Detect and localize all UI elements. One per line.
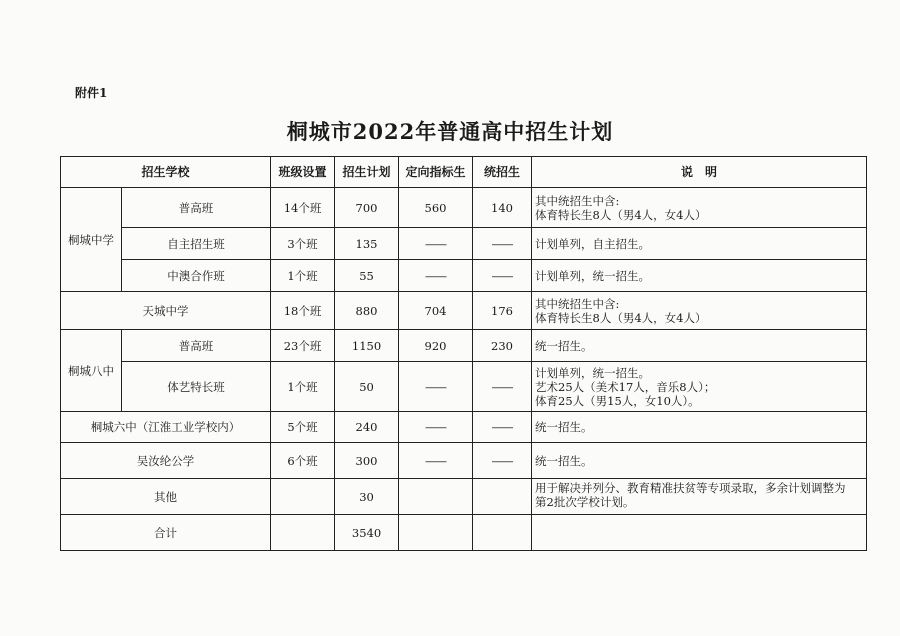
directed-count: 920 <box>399 330 473 362</box>
class-count <box>271 515 335 551</box>
directed-count: 560 <box>399 188 473 228</box>
class-count: 1个班 <box>271 362 335 412</box>
class-type: 自主招生班 <box>122 228 271 260</box>
school-name: 桐城六中（江淮工业学校内） <box>61 412 271 443</box>
header-classes: 班级设置 <box>271 157 335 188</box>
school-name: 桐城中学 <box>61 188 122 292</box>
plan-count: 50 <box>335 362 399 412</box>
class-count: 5个班 <box>271 412 335 443</box>
table-row <box>61 479 867 515</box>
note-line: 计划单列，自主招生。 <box>535 236 651 251</box>
class-count: 23个班 <box>271 330 335 362</box>
note-line: 其中统招生中含: <box>535 296 620 311</box>
class-count: 1个班 <box>271 260 335 292</box>
header-school: 招生学校 <box>61 157 271 188</box>
directed-count <box>399 515 473 551</box>
directed-count: —— <box>399 362 473 412</box>
attachment-label: 附件1 <box>75 86 108 100</box>
note-line: 统一招生。 <box>535 338 593 353</box>
plan-count: 300 <box>335 443 399 479</box>
table-row <box>61 412 867 443</box>
directed-count: —— <box>399 412 473 443</box>
class-type: 普高班 <box>122 188 271 228</box>
note-line: 用于解决并列分、教育精准扶贫等专项录取，多余计划调整为 <box>535 481 846 495</box>
note-line: 艺术25人（美术17人，音乐8人）； <box>535 379 716 394</box>
page-title: 桐城市2022年普通高中招生计划 <box>286 119 614 144</box>
class-type: 普高班 <box>122 330 271 362</box>
note-line: 计划单列，统一招生。 <box>535 365 651 380</box>
note-line: 其中统招生中含: <box>535 193 620 208</box>
note-cell <box>532 330 867 362</box>
plan-count: 55 <box>335 260 399 292</box>
table-row <box>61 292 867 330</box>
header-unified: 统招生 <box>473 157 532 188</box>
unified-count: 230 <box>473 330 532 362</box>
unified-count: —— <box>473 260 532 292</box>
note-cell <box>532 228 867 260</box>
class-count: 14个班 <box>271 188 335 228</box>
enrollment-plan-table <box>60 156 867 551</box>
class-type: 中澳合作班 <box>122 260 271 292</box>
class-type: 体艺特长班 <box>122 362 271 412</box>
note-line: 第2批次学校计划。 <box>535 495 635 509</box>
note-cell <box>532 443 867 479</box>
directed-count: —— <box>399 228 473 260</box>
directed-count: 704 <box>399 292 473 330</box>
header-note: 说 明 <box>532 157 867 188</box>
note-line: 体育特长生8人（男4人，女4人） <box>535 207 707 222</box>
table-row <box>61 188 867 228</box>
table-row <box>61 330 867 362</box>
school-name: 其他 <box>61 479 271 515</box>
plan-count: 240 <box>335 412 399 443</box>
note-cell <box>532 362 867 412</box>
table-row <box>61 362 867 412</box>
note-line: 统一招生。 <box>535 453 593 468</box>
school-name: 桐城八中 <box>61 330 122 412</box>
note-cell <box>532 188 867 228</box>
directed-count: —— <box>399 260 473 292</box>
table-row-total <box>61 515 867 551</box>
class-count <box>271 479 335 515</box>
unified-count <box>473 515 532 551</box>
unified-count <box>473 479 532 515</box>
class-count: 18个班 <box>271 292 335 330</box>
plan-count: 135 <box>335 228 399 260</box>
table-header-row <box>61 157 867 188</box>
note-cell <box>532 515 867 551</box>
table-row <box>61 228 867 260</box>
table-row <box>61 443 867 479</box>
directed-count: —— <box>399 443 473 479</box>
school-name: 吴汝纶公学 <box>61 443 271 479</box>
header-directed: 定向指标生 <box>399 157 473 188</box>
header-plan: 招生计划 <box>335 157 399 188</box>
plan-count: 1150 <box>335 330 399 362</box>
note-cell <box>532 292 867 330</box>
unified-count: 140 <box>473 188 532 228</box>
plan-count: 3540 <box>335 515 399 551</box>
unified-count: —— <box>473 362 532 412</box>
plan-count: 30 <box>335 479 399 515</box>
note-cell <box>532 479 867 515</box>
table-row <box>61 260 867 292</box>
note-line: 体育25人（男15人，女10人）。 <box>535 393 700 408</box>
note-line: 统一招生。 <box>535 420 593 434</box>
directed-count <box>399 479 473 515</box>
note-cell <box>532 260 867 292</box>
plan-count: 700 <box>335 188 399 228</box>
school-name: 合计 <box>61 515 271 551</box>
unified-count: 176 <box>473 292 532 330</box>
plan-count: 880 <box>335 292 399 330</box>
unified-count: —— <box>473 412 532 443</box>
unified-count: —— <box>473 443 532 479</box>
unified-count: —— <box>473 228 532 260</box>
note-cell <box>532 412 867 443</box>
note-line: 体育特长生8人（男4人，女4人） <box>535 310 707 325</box>
note-line: 计划单列，统一招生。 <box>535 268 651 283</box>
school-name: 天城中学 <box>61 292 271 330</box>
class-count: 3个班 <box>271 228 335 260</box>
class-count: 6个班 <box>271 443 335 479</box>
